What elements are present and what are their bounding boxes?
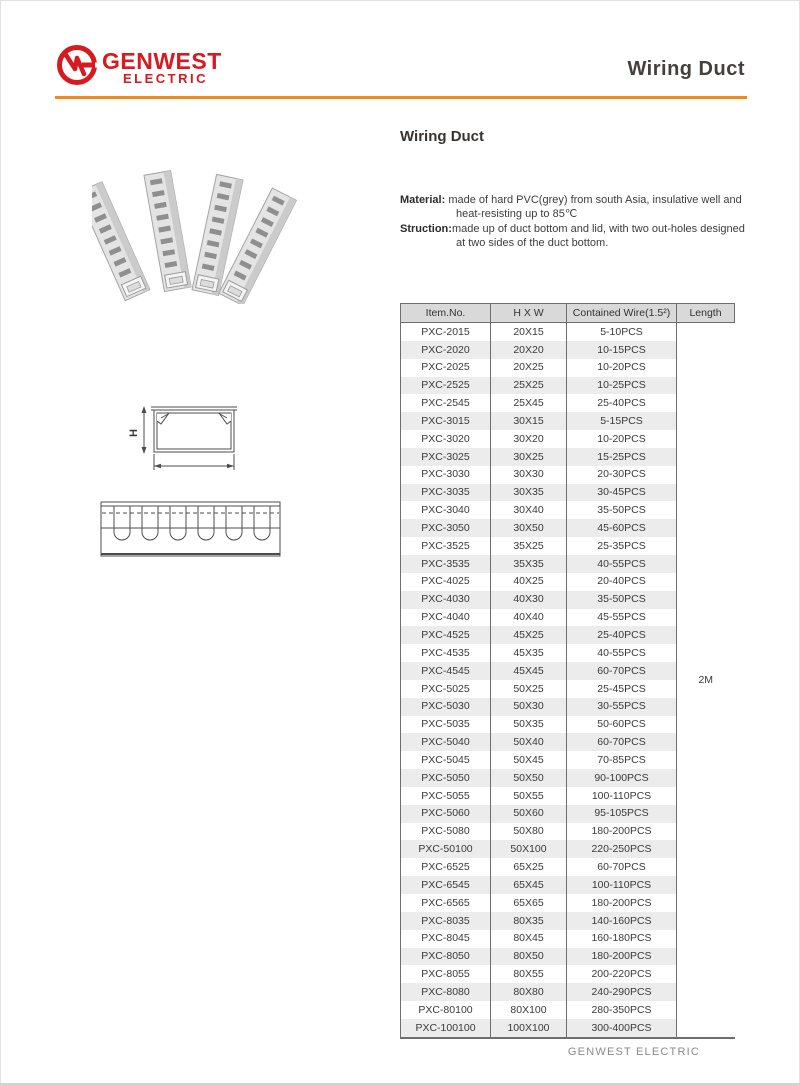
contained-wire-cell: 160-180PCS bbox=[567, 930, 677, 948]
hxw-cell: 50X30 bbox=[491, 698, 567, 716]
hxw-cell: 50X40 bbox=[491, 733, 567, 751]
contained-wire-cell: 10-25PCS bbox=[567, 377, 677, 395]
item-no-cell: PXC-5050 bbox=[401, 769, 491, 787]
item-no-cell: PXC-2525 bbox=[401, 377, 491, 395]
hxw-cell: 100X100 bbox=[491, 1019, 567, 1038]
height-dimension-label: H bbox=[128, 429, 140, 437]
item-no-cell: PXC-3525 bbox=[401, 537, 491, 555]
side-view-diagram bbox=[100, 498, 282, 560]
item-no-cell: PXC-5040 bbox=[401, 733, 491, 751]
item-no-cell: PXC-3025 bbox=[401, 448, 491, 466]
hxw-cell: 30X25 bbox=[491, 448, 567, 466]
hxw-cell: 50X60 bbox=[491, 805, 567, 823]
hxw-cell: 30X50 bbox=[491, 519, 567, 537]
struction-label: Struction: bbox=[400, 223, 452, 235]
contained-wire-cell: 30-55PCS bbox=[567, 698, 677, 716]
hxw-cell: 80X55 bbox=[491, 965, 567, 983]
material-paragraph bbox=[400, 193, 752, 221]
item-no-cell: PXC-6565 bbox=[401, 894, 491, 912]
contained-wire-cell: 10-20PCS bbox=[567, 359, 677, 377]
page-title: Wiring Duct bbox=[627, 58, 745, 80]
contained-wire-cell: 25-40PCS bbox=[567, 626, 677, 644]
item-no-cell: PXC-4545 bbox=[401, 662, 491, 680]
header-divider bbox=[55, 96, 747, 99]
hxw-cell: 80X35 bbox=[491, 912, 567, 930]
header-hxw: H X W bbox=[491, 304, 567, 323]
item-no-cell: PXC-8050 bbox=[401, 948, 491, 966]
hxw-cell: 20X15 bbox=[491, 323, 567, 341]
contained-wire-cell: 20-40PCS bbox=[567, 573, 677, 591]
item-no-cell: PXC-8055 bbox=[401, 965, 491, 983]
item-no-cell: PXC-6525 bbox=[401, 858, 491, 876]
item-no-cell: PXC-5030 bbox=[401, 698, 491, 716]
item-no-cell: PXC-5045 bbox=[401, 751, 491, 769]
table-header-row bbox=[401, 304, 735, 323]
hxw-cell: 30X20 bbox=[491, 430, 567, 448]
item-no-cell: PXC-3040 bbox=[401, 501, 491, 519]
hxw-cell: 20X25 bbox=[491, 359, 567, 377]
header-contained-wire: Contained Wire(1.5²) bbox=[567, 304, 677, 323]
contained-wire-cell: 25-35PCS bbox=[567, 537, 677, 555]
hxw-cell: 80X100 bbox=[491, 1001, 567, 1019]
contained-wire-cell: 100-110PCS bbox=[567, 876, 677, 894]
item-no-cell: PXC-5080 bbox=[401, 823, 491, 841]
cross-section-diagram bbox=[128, 400, 248, 482]
hxw-cell: 50X35 bbox=[491, 716, 567, 734]
item-no-cell: PXC-3035 bbox=[401, 484, 491, 502]
hxw-cell: 30X40 bbox=[491, 501, 567, 519]
item-no-cell: PXC-3030 bbox=[401, 466, 491, 484]
item-no-cell: PXC-5060 bbox=[401, 805, 491, 823]
brand-logo bbox=[55, 42, 295, 90]
hxw-cell: 80X80 bbox=[491, 983, 567, 1001]
item-no-cell: PXC-2020 bbox=[401, 341, 491, 359]
hxw-cell: 40X40 bbox=[491, 609, 567, 627]
contained-wire-cell: 280-350PCS bbox=[567, 1001, 677, 1019]
item-no-cell: PXC-4040 bbox=[401, 609, 491, 627]
struction-paragraph bbox=[400, 222, 752, 250]
hxw-cell: 45X25 bbox=[491, 626, 567, 644]
material-label: Material: bbox=[400, 194, 446, 206]
item-no-cell: PXC-5055 bbox=[401, 787, 491, 805]
contained-wire-cell: 35-50PCS bbox=[567, 591, 677, 609]
header-item-no: Item.No. bbox=[401, 304, 491, 323]
contained-wire-cell: 35-50PCS bbox=[567, 501, 677, 519]
contained-wire-cell: 100-110PCS bbox=[567, 787, 677, 805]
hxw-cell: 35X35 bbox=[491, 555, 567, 573]
footer-company-name: GENWEST ELECTRIC bbox=[567, 1046, 700, 1058]
contained-wire-cell: 140-160PCS bbox=[567, 912, 677, 930]
hxw-cell: 65X65 bbox=[491, 894, 567, 912]
item-no-cell: PXC-4025 bbox=[401, 573, 491, 591]
contained-wire-cell: 300-400PCS bbox=[567, 1019, 677, 1038]
contained-wire-cell: 70-85PCS bbox=[567, 751, 677, 769]
contained-wire-cell: 95-105PCS bbox=[567, 805, 677, 823]
hxw-cell: 30X35 bbox=[491, 484, 567, 502]
item-no-cell: PXC-80100 bbox=[401, 1001, 491, 1019]
item-no-cell: PXC-4525 bbox=[401, 626, 491, 644]
contained-wire-cell: 60-70PCS bbox=[567, 858, 677, 876]
contained-wire-cell: 40-55PCS bbox=[567, 644, 677, 662]
item-no-cell: PXC-2545 bbox=[401, 394, 491, 412]
item-no-cell: PXC-5035 bbox=[401, 716, 491, 734]
product-photo bbox=[92, 162, 304, 304]
contained-wire-cell: 220-250PCS bbox=[567, 840, 677, 858]
hxw-cell: 80X50 bbox=[491, 948, 567, 966]
length-cell: 2M bbox=[677, 323, 735, 1038]
contained-wire-cell: 15-25PCS bbox=[567, 448, 677, 466]
hxw-cell: 50X80 bbox=[491, 823, 567, 841]
hxw-cell: 45X35 bbox=[491, 644, 567, 662]
contained-wire-cell: 180-200PCS bbox=[567, 823, 677, 841]
contained-wire-cell: 180-200PCS bbox=[567, 948, 677, 966]
hxw-cell: 50X55 bbox=[491, 787, 567, 805]
hxw-cell: 20X20 bbox=[491, 341, 567, 359]
section-title: Wiring Duct bbox=[400, 128, 485, 145]
item-no-cell: PXC-5025 bbox=[401, 680, 491, 698]
material-text: made of hard PVC(grey) from south Asia, insulative well and heat-resisting up to 85℃ bbox=[448, 194, 742, 220]
item-no-cell: PXC-6545 bbox=[401, 876, 491, 894]
hxw-cell: 50X45 bbox=[491, 751, 567, 769]
hxw-cell: 65X45 bbox=[491, 876, 567, 894]
contained-wire-cell: 200-220PCS bbox=[567, 965, 677, 983]
contained-wire-cell: 10-15PCS bbox=[567, 341, 677, 359]
hxw-cell: 25X25 bbox=[491, 377, 567, 395]
contained-wire-cell: 240-290PCS bbox=[567, 983, 677, 1001]
contained-wire-cell: 20-30PCS bbox=[567, 466, 677, 484]
hxw-cell: 65X25 bbox=[491, 858, 567, 876]
item-no-cell: PXC-4535 bbox=[401, 644, 491, 662]
hxw-cell: 80X45 bbox=[491, 930, 567, 948]
item-no-cell: PXC-8045 bbox=[401, 930, 491, 948]
contained-wire-cell: 40-55PCS bbox=[567, 555, 677, 573]
item-no-cell: PXC-100100 bbox=[401, 1019, 491, 1038]
lightning-circle-icon bbox=[55, 42, 101, 88]
item-no-cell: PXC-3015 bbox=[401, 412, 491, 430]
struction-text: made up of duct bottom and lid, with two out-holes designed at two sides of the duct bottom. bbox=[451, 223, 745, 249]
contained-wire-cell: 30-45PCS bbox=[567, 484, 677, 502]
item-no-cell: PXC-3020 bbox=[401, 430, 491, 448]
hxw-cell: 40X25 bbox=[491, 573, 567, 591]
hxw-cell: 35X25 bbox=[491, 537, 567, 555]
table-row bbox=[401, 323, 735, 341]
item-no-cell: PXC-3535 bbox=[401, 555, 491, 573]
item-no-cell: PXC-8080 bbox=[401, 983, 491, 1001]
hxw-cell: 30X15 bbox=[491, 412, 567, 430]
spec-table-body bbox=[401, 323, 735, 1038]
contained-wire-cell: 25-45PCS bbox=[567, 680, 677, 698]
header-length: Length bbox=[677, 304, 735, 323]
hxw-cell: 50X100 bbox=[491, 840, 567, 858]
hxw-cell: 50X50 bbox=[491, 769, 567, 787]
contained-wire-cell: 90-100PCS bbox=[567, 769, 677, 787]
item-no-cell: PXC-2025 bbox=[401, 359, 491, 377]
hxw-cell: 30X30 bbox=[491, 466, 567, 484]
item-no-cell: PXC-50100 bbox=[401, 840, 491, 858]
hxw-cell: 40X30 bbox=[491, 591, 567, 609]
contained-wire-cell: 50-60PCS bbox=[567, 716, 677, 734]
brand-name: GENWEST bbox=[102, 48, 222, 74]
item-no-cell: PXC-8035 bbox=[401, 912, 491, 930]
contained-wire-cell: 45-55PCS bbox=[567, 609, 677, 627]
contained-wire-cell: 60-70PCS bbox=[567, 662, 677, 680]
product-description bbox=[400, 193, 752, 251]
contained-wire-cell: 25-40PCS bbox=[567, 394, 677, 412]
contained-wire-cell: 10-20PCS bbox=[567, 430, 677, 448]
spec-table bbox=[400, 303, 735, 1039]
hxw-cell: 25X45 bbox=[491, 394, 567, 412]
item-no-cell: PXC-2015 bbox=[401, 323, 491, 341]
item-no-cell: PXC-4030 bbox=[401, 591, 491, 609]
contained-wire-cell: 60-70PCS bbox=[567, 733, 677, 751]
contained-wire-cell: 45-60PCS bbox=[567, 519, 677, 537]
hxw-cell: 45X45 bbox=[491, 662, 567, 680]
contained-wire-cell: 180-200PCS bbox=[567, 894, 677, 912]
hxw-cell: 50X25 bbox=[491, 680, 567, 698]
brand-subtitle: ELECTRIC bbox=[123, 71, 208, 86]
contained-wire-cell: 5-10PCS bbox=[567, 323, 677, 341]
item-no-cell: PXC-3050 bbox=[401, 519, 491, 537]
contained-wire-cell: 5-15PCS bbox=[567, 412, 677, 430]
